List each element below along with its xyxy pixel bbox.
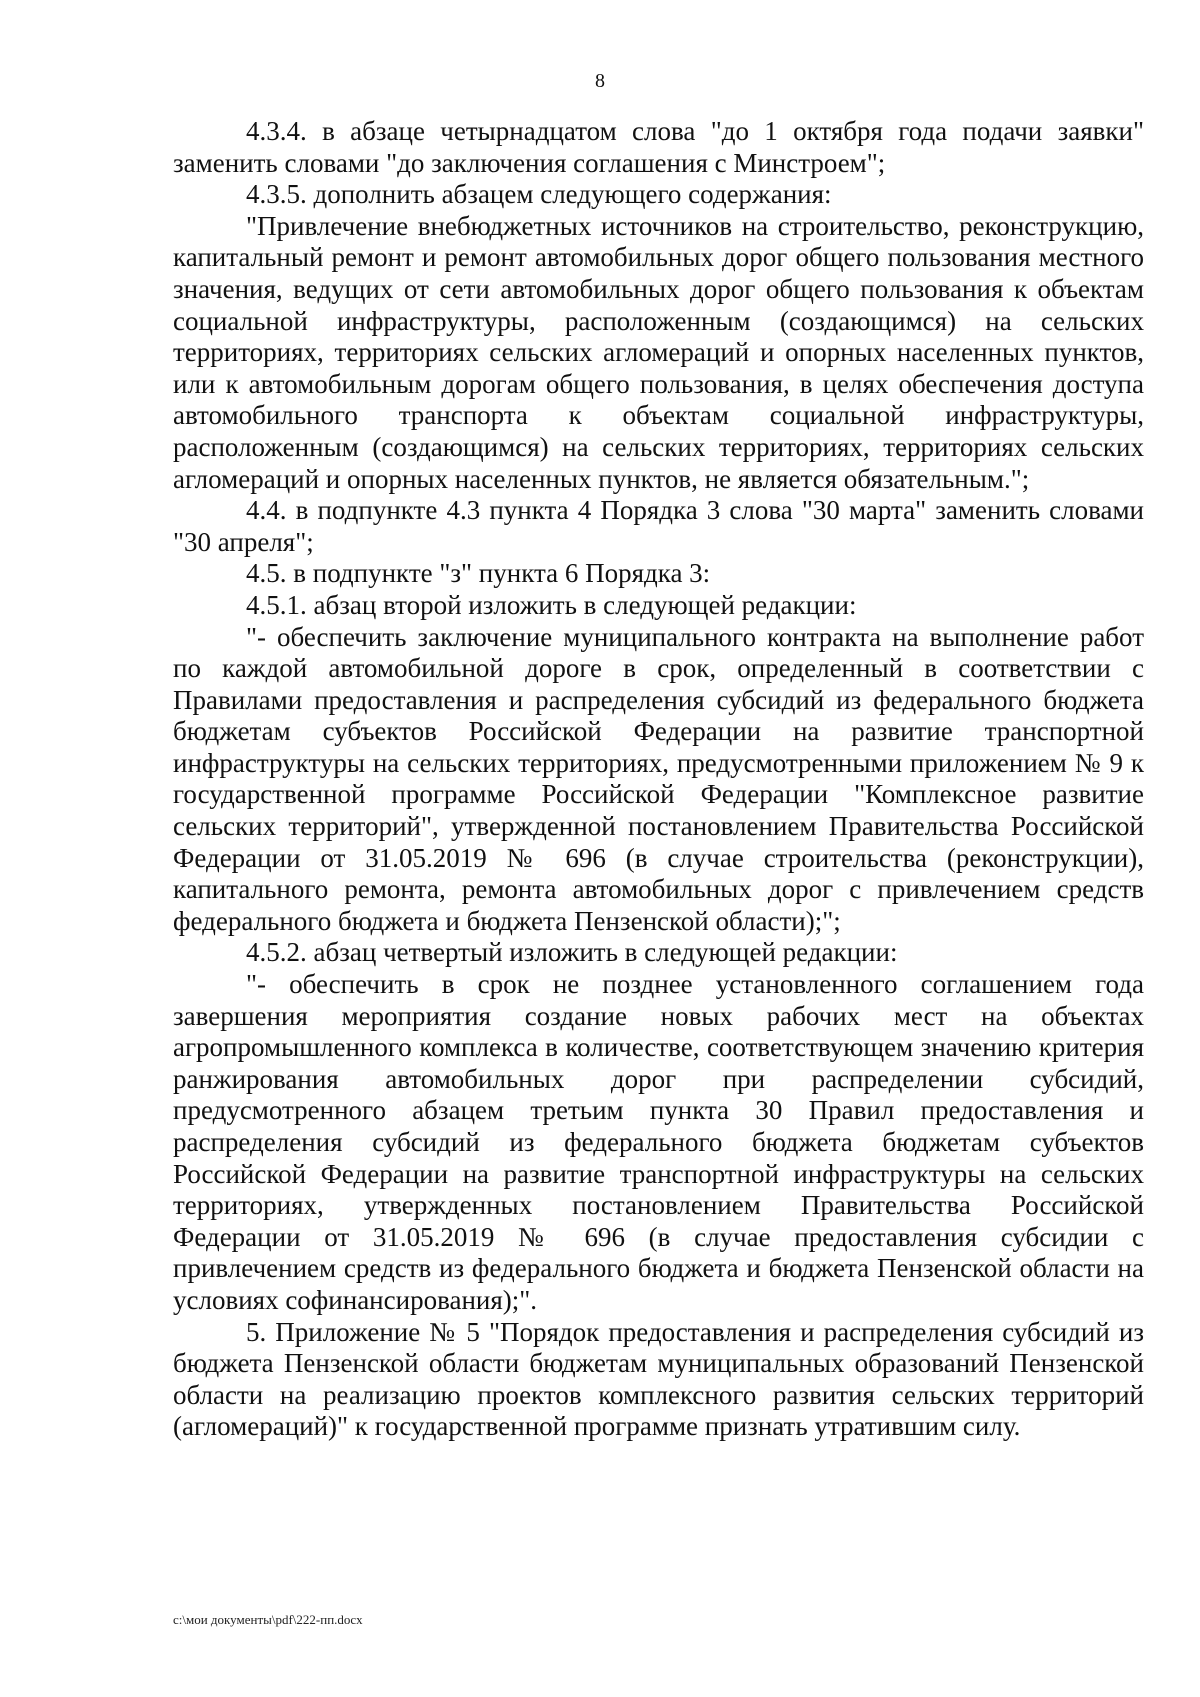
document-body [173,116,1144,1443]
file-path-footer: c:\мои документы\pdf\222-пп.docx [173,1612,363,1627]
paragraph-5: 5. Приложение № 5 "Порядок предоставления и распределения субсидий из бюджета Пензенской области бюджетам муниципальных образований Пензенской области на реализацию проектов комплексного развития сельских территорий (агломераций)" к государственной программе признать утратившим силу. [173,1316,1144,1442]
paragraph-quote-extrabudgetary: "Привлечение внебюджетных источников на строительство, реконструкцию, капитальный ремонт и ремонт автомобильных дорог общего пользования местного значения, ведущих от сети автомобильных дорог общего пользования к объектам социальной инфраструктуры, расположенным (создающимся) на сельских территориях, территориях сельских агломераций и опорных населенных пунктов, или к автомобильным дорогам общего пользования, в целях обеспечения доступа автомобильного транспорта к объектам социальной инфраструктуры, расположенным (создающимся) на сельских территориях, территориях сельских агломераций и опорных населенных пунктов, не является обязательным."; [173,210,1144,494]
paragraph-4-5-1: 4.5.1. абзац второй изложить в следующей редакции: [246,589,857,620]
paragraph-4-5: 4.5. в подпункте "з" пункта 6 Порядка 3: [246,558,711,589]
paragraph-4-3-5: 4.3.5. дополнить абзацем следующего содержания: [246,179,832,210]
paragraph-quote-jobs: "- обеспечить в срок не позднее установленного соглашением года завершения мероприятия создание новых рабочих мест на объектах агропромышленного комплекса в количестве, соответствующем значению критерия ранжирования автомобильных дорог при распределении субсидий, предусмотренного абзацем третьим пункта 30 Правил предоставления и распределения субсидий из федерального бюджета бюджетам субъектов Российской Федерации на развитие транспортной инфраструктуры на сельских территориях, утвержденных постановлением Правительства Российской Федерации от 31.05.2019 № 696 (в случае предоставления субсидии с привлечением средств из федерального бюджета и бюджета Пензенской области на условиях софинансирования);". [173,969,1144,1315]
paragraph-4-4: 4.4. в подпункте 4.3 пункта 4 Порядка 3 слова "30 марта" заменить словами "30 апреля"; [173,495,1144,557]
paragraph-quote-contract: "- обеспечить заключение муниципального контракта на выполнение работ по каждой автомобильной дороге в срок, определенный в соответствии с Правилами предоставления и распределения субсидий из федерального бюджета бюджетам субъектов Российской Федерации на развитие транспортной инфраструктуры на сельских территориях, предусмотренными приложением № 9 к государственной программе Российской Федерации "Комплексное развитие сельских территорий", утвержденной постановлением Правительства Российской Федерации от 31.05.2019 № 696 (в случае строительства (реконструкции), капитального ремонта, ремонта автомобильных дорог с привлечением средств федерального бюджета и бюджета Пензенской области);"; [173,621,1144,936]
page-number: 8 [595,70,605,92]
paragraph-4-3-4: 4.3.4. в абзаце четырнадцатом слова "до 1 октября года подачи заявки" заменить словами "до заключения соглашения с Минстроем"; [173,116,1144,178]
paragraph-4-5-2: 4.5.2. абзац четвертый изложить в следующей редакции: [246,937,898,968]
